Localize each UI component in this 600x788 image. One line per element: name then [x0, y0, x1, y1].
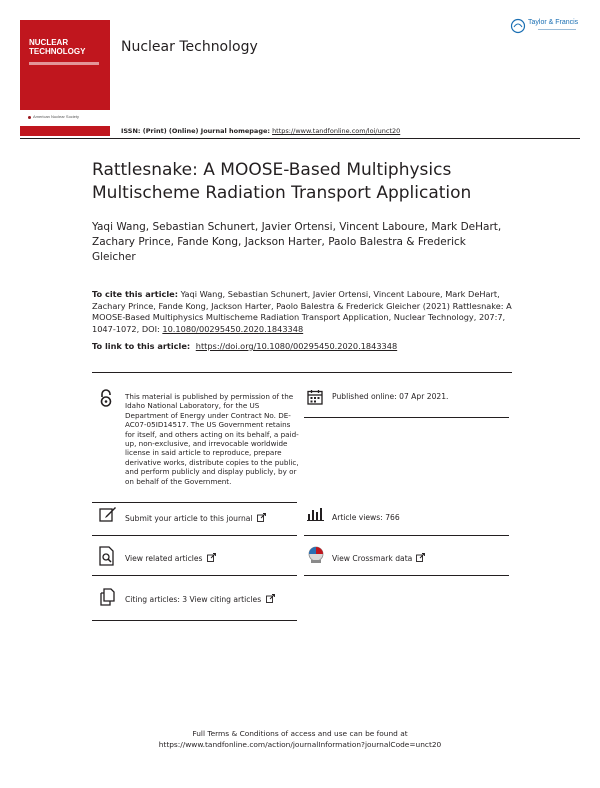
- crossmark-label: View Crossmark data: [332, 554, 413, 563]
- citing-articles-link[interactable]: [125, 594, 275, 605]
- license-divider: [92, 502, 297, 503]
- author-list: Yaqi Wang, Sebastian Schunert, Javier Ortensi, Vincent Laboure, Mark DeHart, Zachary Prince, Fande Kong, Jackson Harter, Paolo Balestra & Frederick Gleicher: [92, 221, 502, 263]
- logo-mark-icon: [510, 18, 526, 34]
- citation-doi-link[interactable]: 10.1080/00295450.2020.1843348: [162, 323, 304, 334]
- crossmark-icon: [308, 546, 324, 564]
- article-link-line: [92, 341, 397, 351]
- article-title: Rattlesnake: A MOOSE-Based Multiphysics Multischeme Radiation Transport Application: [92, 160, 472, 203]
- top-divider: [20, 138, 580, 139]
- cover-band: [20, 20, 110, 110]
- related-articles-icon: [99, 546, 115, 566]
- related-divider: [92, 575, 297, 576]
- cover-bottom-band: [20, 126, 110, 136]
- crossmark-divider: [304, 575, 509, 576]
- cover-rule: [29, 62, 99, 65]
- external-link-icon: [266, 594, 275, 603]
- ans-logo-icon: [28, 116, 31, 119]
- journal-homepage-link[interactable]: https://www.tandfonline.com/loi/unct20: [272, 127, 401, 135]
- link-label: To link to this article:: [92, 341, 191, 351]
- edit-icon: [99, 506, 117, 522]
- external-link-icon: [416, 553, 425, 562]
- journal-name[interactable]: Nuclear Technology: [121, 39, 258, 55]
- crossmark-link[interactable]: [332, 553, 425, 564]
- issn-line: [121, 127, 400, 135]
- journal-cover: [20, 20, 110, 136]
- citation-text: Yaqi Wang, Sebastian Schunert, Javier Ortensi, Vincent Laboure, Mark DeHart, Zachary Prince, Fande Kong, Jackson Harter, Paolo Balestra & Frederick Gleicher (2021) Rattlesnake: A MOOSE-Based Multiphysics Multischeme Radiation Transport Application, Nuclear Technology, 207:7, 1047-1072, DOI:: [92, 289, 512, 334]
- taylor-francis-logo[interactable]: [510, 18, 590, 40]
- cover-title: NUCLEAR TECHNOLOGY: [29, 38, 86, 56]
- published-date: Published online: 07 Apr 2021.: [332, 392, 449, 401]
- footer-terms: Full Terms & Conditions of access and use can be found at: [192, 729, 408, 738]
- views-divider: [304, 535, 509, 536]
- article-views: Article views: 766: [332, 513, 400, 522]
- external-link-icon: [207, 553, 216, 562]
- related-articles-label: View related articles: [125, 554, 203, 563]
- middle-divider: [92, 372, 512, 373]
- published-divider: [304, 417, 509, 418]
- footer: [100, 728, 500, 750]
- footer-terms-link[interactable]: https://www.tandfonline.com/action/journalInformation?journalCode=unct20: [158, 740, 442, 749]
- related-articles-link[interactable]: [125, 553, 216, 564]
- license-statement: This material is published by permission of the Idaho National Laboratory, for the US Department of Energy under Contract No. DE-AC07-05ID14517. The US Government retains for itself, and others acting on its behalf, a paid-up, non-exclusive, and irrevocable worldwide license in said article to reproduce, prepare derivative works, distribute copies to the public, and perform publicly and display publicly, by or on behalf of the Government.: [125, 392, 299, 486]
- citing-articles-label: Citing articles: 3 View citing articles: [125, 595, 262, 604]
- submit-article-label: Submit your article to this journal: [125, 514, 253, 523]
- citing-articles-icon: [99, 588, 117, 606]
- calendar-icon: [307, 389, 323, 405]
- citing-divider: [92, 620, 297, 621]
- open-access-icon: [99, 389, 113, 407]
- issn-label: ISSN: (Print) (Online) Journal homepage:: [121, 127, 270, 135]
- submit-divider: [92, 535, 297, 536]
- bar-chart-icon: [307, 507, 325, 521]
- citation-block: [92, 289, 522, 335]
- cover-publisher: American Nuclear Society: [33, 114, 80, 119]
- external-link-icon: [257, 513, 266, 522]
- submit-article-link[interactable]: [125, 513, 266, 524]
- logo-underline: [538, 29, 576, 30]
- logo-text: Taylor & Francis: [528, 19, 579, 26]
- citation-label: To cite this article:: [92, 289, 178, 299]
- article-doi-link[interactable]: https://doi.org/10.1080/00295450.2020.1843348: [195, 341, 398, 351]
